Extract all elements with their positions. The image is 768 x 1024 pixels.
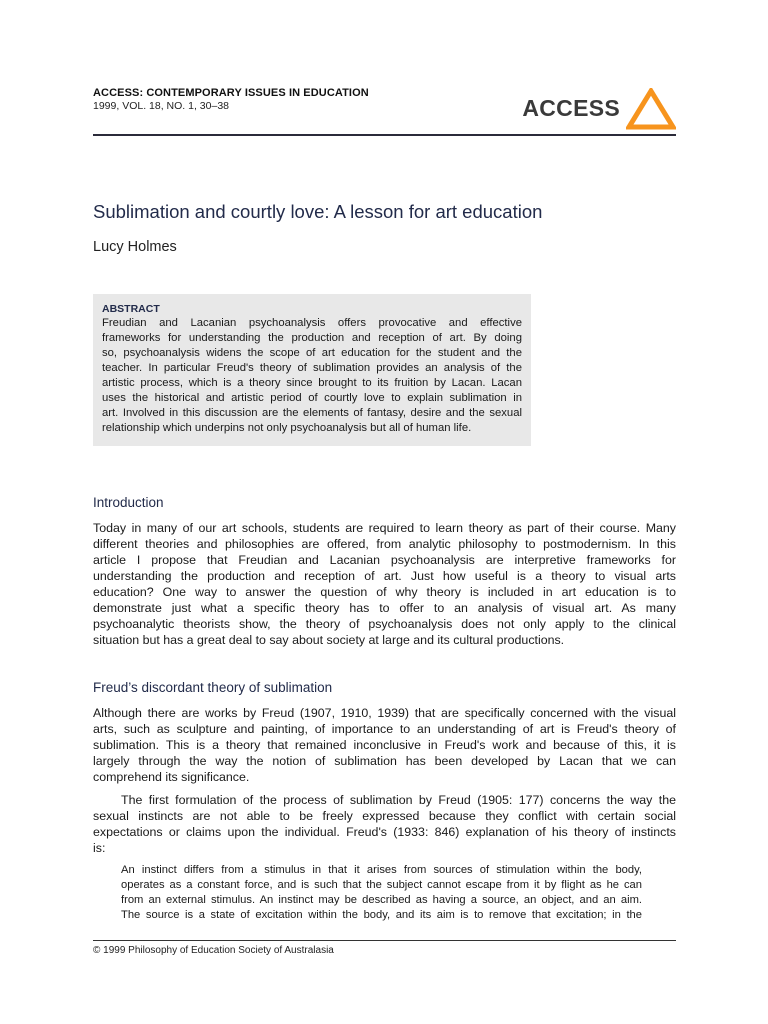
block-quote-line: operates as a constant force, and is such that the subject cannot escape from it by flight as he can	[121, 879, 642, 891]
body-line: is:	[93, 841, 106, 855]
journal-citation: 1999, VOL. 18, NO. 1, 30–38	[93, 100, 230, 112]
body-line: Although there are works by Freud (1907, 1910, 1939) that are specifically concerned with the visual	[93, 706, 676, 720]
journal-title: ACCESS: CONTEMPORARY ISSUES IN EDUCATION	[93, 87, 369, 99]
body-line: psychoanalytic theorists show, the theory of psychoanalysis does not only apply to the clinical	[93, 617, 676, 631]
section-heading-freud: Freud’s discordant theory of sublimation	[93, 680, 333, 695]
access-logo	[506, 88, 676, 130]
copyright-footer: © 1999 Philosophy of Education Society of Australasia	[93, 945, 334, 956]
body-line: Today in many of our art schools, students are required to learn theory as part of their course. Many	[93, 521, 676, 535]
block-quote-line: from an external stimulus. An instinct may be described as having a source, an object, and an aim.	[121, 894, 642, 906]
abstract-line: teacher. In particular Freud's theory of sublimation provides an analysis of the	[102, 362, 522, 374]
abstract-line: artistic process, which is a theory since brought to its fruition by Lacan. Lacan	[102, 377, 522, 389]
abstract-line: Freudian and Lacanian psychoanalysis offers provocative and effective	[102, 317, 522, 329]
body-line: situation but has a great deal to say about society at large and its cultural productions.	[93, 633, 565, 647]
body-line: article I propose that Freudian and Lacanian psychoanalysis are interpretive frameworks for	[93, 553, 676, 567]
body-line: education? One way to answer the question of why theory is included in art education is to	[93, 585, 676, 599]
body-line: expectations or claims upon the individual. Freud's (1933: 846) explanation of his theory of instincts	[93, 825, 676, 839]
logo-wordmark: ACCESS	[522, 95, 620, 121]
article-title: Sublimation and courtly love: A lesson for art education	[93, 201, 543, 222]
abstract-heading: ABSTRACT	[102, 303, 160, 315]
block-quote-line: An instinct differs from a stimulus in that it arises from sources of stimulation within the body,	[121, 864, 642, 876]
body-line: different theories and philosophies are offered, from analytic philosophy to postmodernism. In this	[93, 537, 676, 551]
journal-header	[93, 87, 676, 133]
footer-rule	[93, 940, 676, 941]
body-line: comprehend its significance.	[93, 770, 250, 784]
body-line: The first formulation of the process of sublimation by Freud (1905: 177) concerns the way the	[121, 793, 676, 807]
abstract-box	[93, 294, 531, 446]
abstract-line: uses the historical and artistic period of courtly love to explain sublimation in	[102, 392, 522, 404]
body-line: arts, such as sculpture and painting, of importance to an understanding of art is Freud's theory of	[93, 722, 676, 736]
body-line: largely through the way the notion of sublimation has been developed by Lacan that we can	[93, 754, 676, 768]
abstract-line: art. Involved in this discussion are the elements of fantasy, desire and the sexual	[102, 407, 522, 419]
body-line: demonstrate just what a specific theory has to offer to an analysis of visual art. As many	[93, 601, 676, 615]
abstract-line: relationship which underpins not only psychoanalysis but all of human life.	[102, 422, 472, 434]
block-quote-line: The source is a state of excitation within the body, and its aim is to remove that excitation; in the	[121, 909, 642, 921]
body-line: understanding the production and reception of art. Just how useful is a theory to visual arts	[93, 569, 676, 583]
body-line: sexual instincts are not able to be freely expressed because they conflict with certain social	[93, 809, 676, 823]
section-heading-introduction: Introduction	[93, 495, 164, 510]
header-rule	[93, 134, 676, 136]
article-author: Lucy Holmes	[93, 239, 177, 255]
abstract-line: frameworks for understanding the production and reception of art. By doing	[102, 332, 522, 344]
triangle-logo-icon	[626, 88, 676, 130]
abstract-line: so, psychoanalysis widens the scope of art education for the student and the	[102, 347, 522, 359]
body-line: sublimation. This is a theory that remained inconclusive in Freud's work and because of this, it is	[93, 738, 676, 752]
